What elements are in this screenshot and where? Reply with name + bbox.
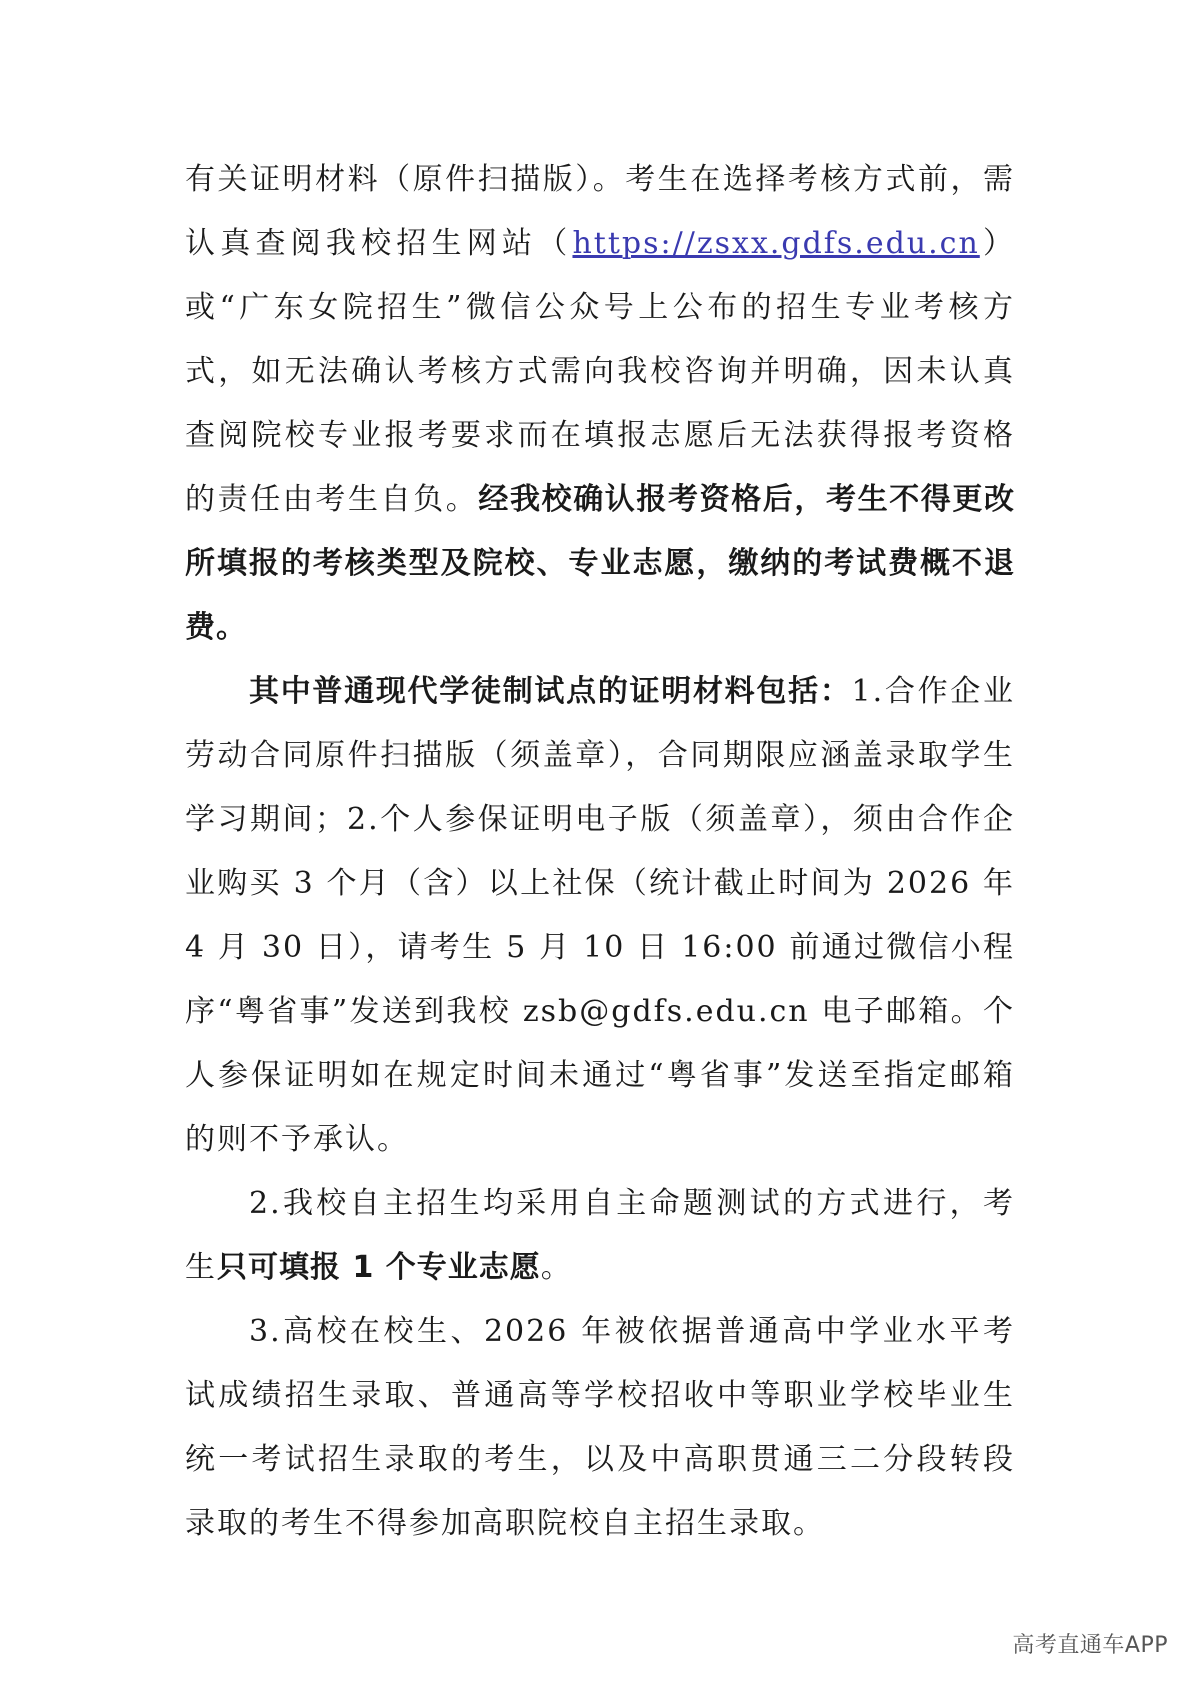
paragraph-item-3 bbox=[185, 1300, 1015, 1556]
no-refund-notice: 经我校确认报考资格后，考生不得更改所填报的考核类型及院校、专业志愿，缴纳的考试费概不退费。 bbox=[185, 482, 1016, 645]
admissions-website-link[interactable]: https://zsxx.gdfs.edu.cn bbox=[572, 226, 980, 261]
paragraph-text: ）或“广东女院招生”微信公众号上公布的招生专业考核方式，如无法确认考核方式需向我校咨询并明确，因未认真查阅院校专业报考要求而在填报志愿后无法获得报考资格的责任由考生自负。 bbox=[185, 226, 1016, 517]
paragraph-item-2 bbox=[185, 1172, 1015, 1300]
paragraph-text: 1.合作企业劳动合同原件扫描版（须盖章），合同期限应涵盖录取学生学习期间；2.个人参保证明电子版（须盖章），须由合作企业购买 3 个月（含）以上社保（统计截止时间为 2026 年 4 月 30 日），请考生 5 月 10 日 16:00 前通过微信小程序“粤省事”发送到我校 zsb@gdfs.edu.cn 电子邮箱。个人参保证明如在规定时间未通过“粤省事”发送至指定邮箱的则不予承认。 bbox=[185, 674, 1016, 1157]
document-body bbox=[185, 148, 1015, 1556]
apprenticeship-heading: 其中普通现代学徒制试点的证明材料包括： bbox=[249, 674, 852, 709]
paragraph-text: 有关证明材料（原件扫描版）。考生在选择考核方式前，需认真查阅我校招生网站（ bbox=[185, 162, 1015, 261]
paragraph-apprenticeship-materials bbox=[185, 660, 1015, 1172]
paragraph-text: 3.高校在校生、2026 年被依据普通高中学业水平考试成绩招生录取、普通高等学校招收中等职业学校毕业生统一考试招生录取的考生，以及中高职贯通三二分段转段录取的考生不得参加高职院校自主招生录取。 bbox=[185, 1314, 1015, 1541]
watermark-text: 高考直通车APP bbox=[1012, 1633, 1168, 1658]
paragraph-text: 2.我校自主招生均采用自主命题测试的方式进行，考生 bbox=[185, 1186, 1015, 1285]
single-major-notice: 只可填报 1 个专业志愿 bbox=[217, 1250, 541, 1285]
paragraph-text: 。 bbox=[540, 1250, 573, 1285]
paragraph-material-requirements bbox=[185, 148, 1015, 660]
